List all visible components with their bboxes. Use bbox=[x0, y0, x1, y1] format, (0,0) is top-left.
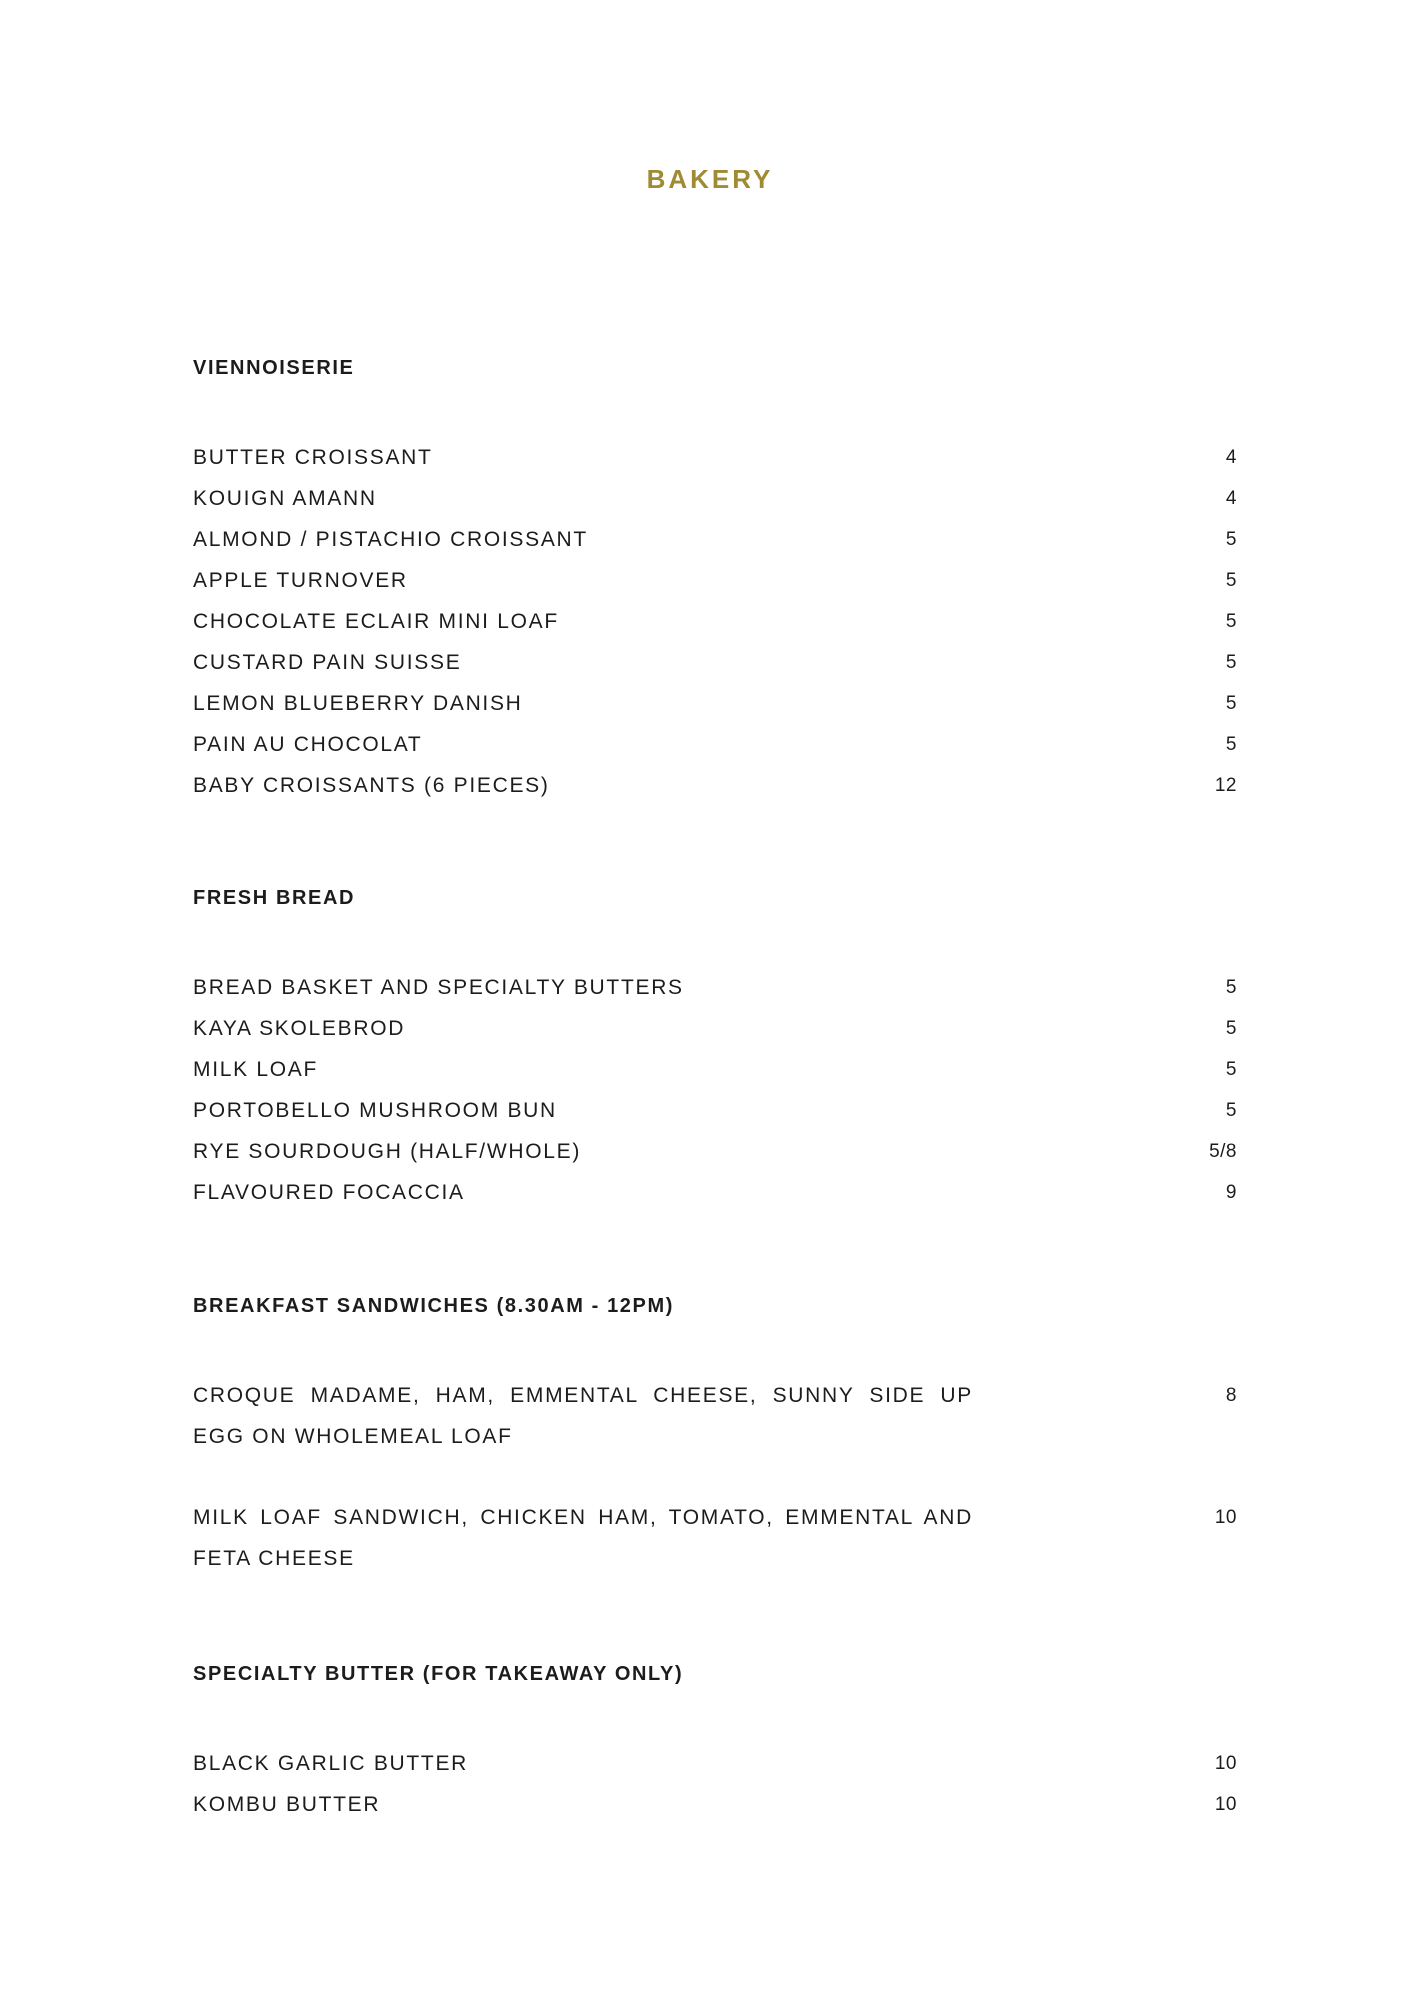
item-price: 9 bbox=[1225, 1182, 1237, 1203]
menu-item bbox=[193, 724, 1237, 765]
item-price: 8 bbox=[1225, 1385, 1237, 1406]
item-price: 10 bbox=[1214, 1753, 1237, 1774]
item-price: 10 bbox=[1214, 1507, 1237, 1528]
item-price: 5/8 bbox=[1209, 1141, 1237, 1162]
item-name: PAIN AU CHOCOLAT bbox=[193, 733, 423, 756]
item-name: BLACK GARLIC BUTTER bbox=[193, 1752, 469, 1775]
item-name: BREAD BASKET AND SPECIALTY BUTTERS bbox=[193, 976, 684, 999]
item-name: APPLE TURNOVER bbox=[193, 569, 408, 592]
item-name: CHOCOLATE ECLAIR MINI LOAF bbox=[193, 610, 559, 633]
page-title: BAKERY bbox=[646, 164, 774, 194]
item-price: 5 bbox=[1225, 734, 1237, 755]
item-price: 5 bbox=[1225, 1100, 1237, 1121]
section-heading: VIENNOISERIE bbox=[193, 357, 355, 379]
menu-item bbox=[193, 1784, 1237, 1825]
section-heading: FRESH BREAD bbox=[193, 887, 356, 909]
item-price: 10 bbox=[1214, 1794, 1237, 1815]
section-fresh-bread bbox=[193, 886, 1237, 1213]
item-price: 5 bbox=[1225, 977, 1237, 998]
menu-item bbox=[193, 1743, 1237, 1784]
menu-item bbox=[193, 642, 1237, 683]
item-name: BABY CROISSANTS (6 PIECES) bbox=[193, 774, 550, 797]
menu-item bbox=[193, 1049, 1237, 1090]
item-name: PORTOBELLO MUSHROOM BUN bbox=[193, 1099, 557, 1122]
item-name: RYE SOURDOUGH (HALF/WHOLE) bbox=[193, 1140, 582, 1163]
item-price: 5 bbox=[1225, 652, 1237, 673]
item-name: FLAVOURED FOCACCIA bbox=[193, 1181, 465, 1204]
item-name: CROQUE MADAME, HAM, EMMENTAL CHEESE, SUNNY SIDE UP EGG ON WHOLEMEAL LOAF bbox=[193, 1384, 973, 1448]
menu-item bbox=[193, 765, 1237, 806]
menu-item bbox=[193, 1497, 1237, 1579]
item-price: 5 bbox=[1225, 1018, 1237, 1039]
item-price: 4 bbox=[1225, 447, 1237, 468]
item-name: MILK LOAF bbox=[193, 1058, 318, 1081]
item-name: KOMBU BUTTER bbox=[193, 1793, 381, 1816]
item-name: KOUIGN AMANN bbox=[193, 487, 377, 510]
item-name: CUSTARD PAIN SUISSE bbox=[193, 651, 462, 674]
item-price: 12 bbox=[1214, 775, 1237, 796]
menu-item bbox=[193, 478, 1237, 519]
item-name: KAYA SKOLEBROD bbox=[193, 1017, 406, 1040]
menu-item bbox=[193, 437, 1237, 478]
menu-item bbox=[193, 1375, 1237, 1457]
section-breakfast-sandwiches bbox=[193, 1294, 1237, 1579]
menu-item bbox=[193, 1172, 1237, 1213]
menu-item bbox=[193, 519, 1237, 560]
item-price: 5 bbox=[1225, 570, 1237, 591]
section-heading: SPECIALTY BUTTER (FOR TAKEAWAY ONLY) bbox=[193, 1663, 684, 1685]
section-viennoiserie bbox=[193, 356, 1237, 806]
item-name: ALMOND / PISTACHIO CROISSANT bbox=[193, 528, 588, 551]
menu-item bbox=[193, 601, 1237, 642]
menu-item bbox=[193, 1131, 1237, 1172]
item-name: MILK LOAF SANDWICH, CHICKEN HAM, TOMATO, EMMENTAL AND FETA CHEESE bbox=[193, 1506, 973, 1570]
item-name: BUTTER CROISSANT bbox=[193, 446, 433, 469]
menu-item bbox=[193, 1008, 1237, 1049]
item-price: 5 bbox=[1225, 529, 1237, 550]
item-name: LEMON BLUEBERRY DANISH bbox=[193, 692, 523, 715]
menu-item bbox=[193, 967, 1237, 1008]
section-specialty-butter bbox=[193, 1662, 1237, 1825]
menu-item bbox=[193, 1090, 1237, 1131]
item-price: 4 bbox=[1225, 488, 1237, 509]
item-price: 5 bbox=[1225, 611, 1237, 632]
item-price: 5 bbox=[1225, 1059, 1237, 1080]
menu-item bbox=[193, 683, 1237, 724]
item-price: 5 bbox=[1225, 693, 1237, 714]
section-heading: BREAKFAST SANDWICHES (8.30AM - 12PM) bbox=[193, 1295, 674, 1317]
menu-item bbox=[193, 560, 1237, 601]
